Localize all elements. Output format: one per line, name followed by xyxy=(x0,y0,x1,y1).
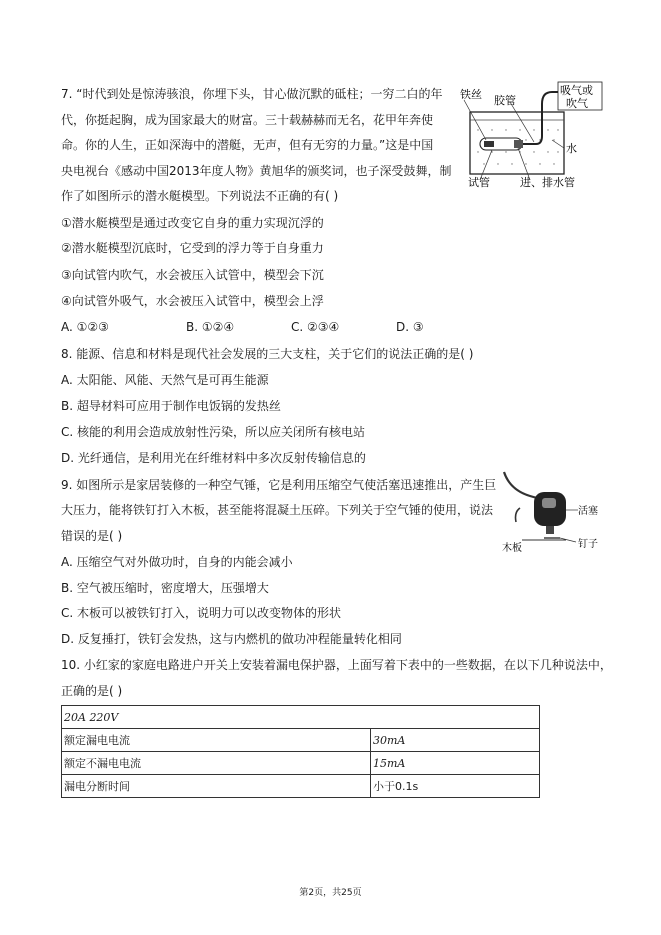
q8-stem: 8. 能源、信息和材料是现代社会发展的三大支柱，关于它们的说法正确的是( ) xyxy=(61,347,474,361)
label-blow-suck-2: 吹气 xyxy=(566,97,588,110)
table-row xyxy=(62,752,540,775)
q7-statement-2: ②潜水艇模型沉底时，它受到的浮力等于自身重力 xyxy=(61,241,324,255)
stopper xyxy=(514,140,523,148)
label-nail: 钉子 xyxy=(578,539,598,550)
q9-option-d: D. 反复捶打，铁钉会发热，这与内燃机的做功冲程能量转化相同 xyxy=(61,632,402,646)
leakage-protector-table xyxy=(61,705,540,798)
q9-option-b: B. 空气被压缩时，密度增大，压强增大 xyxy=(61,581,269,595)
row-label: 漏电分断时间 xyxy=(62,775,371,798)
table-header-row xyxy=(62,706,540,729)
q7-line-5: 作了如图所示的潜水艇模型。下列说法不正确的有( ) xyxy=(61,189,339,203)
row-label: 额定漏电电流 xyxy=(62,729,371,752)
q7-option-a: A. ①②③ xyxy=(61,320,109,334)
label-inlet-outlet: 进、排水管 xyxy=(520,176,575,189)
air-hose-2 xyxy=(516,508,521,522)
q8-option-a: A. 太阳能、风能、天然气是可再生能源 xyxy=(61,373,269,387)
q8-option-b: B. 超导材料可应用于制作电饭锅的发热丝 xyxy=(61,399,281,413)
rubber-tube xyxy=(523,92,558,144)
q7-line-4: 央电视台《感动中国2013年度人物》黄旭华的颁奖词，也子深受鼓舞，制 xyxy=(61,164,452,178)
label-test-tube: 试管 xyxy=(468,176,490,189)
submarine-model-figure xyxy=(452,80,612,190)
q10-line-1: 10. 小红家的家庭电路进户开关上安装着漏电保护器，上面写着下表中的一些数据，在以下几种说法中， xyxy=(61,658,612,672)
label-iron-wire: 铁丝 xyxy=(460,88,482,101)
q7-statement-3: ③向试管内吹气，水会被压入试管中，模型会下沉 xyxy=(61,268,324,282)
q9-option-a: A. 压缩空气对外做功时，自身的内能会减小 xyxy=(61,555,293,569)
q7-line-2: 代，你挺起胸，成为国家最大的财富。三十载赫赫而无名，花甲年奔使 xyxy=(61,113,434,127)
q7-line-3: 命。你的人生，正如深海中的潜艇，无声，但有无穷的力量。”这是中国 xyxy=(61,138,434,152)
table-row xyxy=(62,729,540,752)
table-header-cell: 20A 220V xyxy=(62,706,540,729)
q9-line-1: 9. 如图所示是家居装修的一种空气锤，它是利用压缩空气使活塞迅速推出，产生巨 xyxy=(61,478,497,492)
air-hammer-figure xyxy=(500,470,610,556)
q10-line-2: 正确的是( ) xyxy=(61,684,123,698)
piston-head xyxy=(546,526,554,534)
row-label: 额定不漏电电流 xyxy=(62,752,371,775)
q9-line-3: 错误的是( ) xyxy=(61,529,123,543)
label-board: 木板 xyxy=(502,543,522,554)
q8-option-d: D. 光纤通信，是利用光在纤维材料中多次反射传输信息的 xyxy=(61,451,366,465)
label-blow-suck-1: 吸气或 xyxy=(560,84,593,97)
label-rubber-tube: 胶管 xyxy=(494,94,516,107)
q7-line-1: 7. “时代到处是惊涛骇浪，你埋下头，甘心做沉默的砥柱；一穷二白的年 xyxy=(61,87,443,101)
q9-option-c: C. 木板可以被铁钉打入，说明力可以改变物体的形状 xyxy=(61,606,342,620)
q7-option-b: B. ①②④ xyxy=(186,320,235,334)
iron-wire-coil xyxy=(484,141,494,147)
hammer-highlight xyxy=(542,498,556,508)
label-piston: 活塞 xyxy=(578,506,598,517)
q7-statement-4: ④向试管外吸气，水会被压入试管中，模型会上浮 xyxy=(61,294,324,308)
row-value: 15mA xyxy=(371,752,540,775)
q8-option-c: C. 核能的利用会造成放射性污染，所以应关闭所有核电站 xyxy=(61,425,366,439)
label-water: 水 xyxy=(566,142,577,155)
q7-option-d: D. ③ xyxy=(396,320,424,334)
table-row xyxy=(62,775,540,798)
q7-statement-1: ①潜水艇模型是通过改变它自身的重力实现沉浮的 xyxy=(61,216,324,230)
hammer-body xyxy=(534,492,566,526)
page-footer: 第2页，共25页 xyxy=(299,888,362,898)
row-value: 小于0.1s xyxy=(371,775,540,798)
q7-option-c: C. ②③④ xyxy=(291,320,340,334)
q9-line-2: 大压力，能将铁钉打入木板，甚至能将混凝土压碎。下列关于空气锤的使用，说法 xyxy=(61,503,494,517)
row-value: 30mA xyxy=(371,729,540,752)
